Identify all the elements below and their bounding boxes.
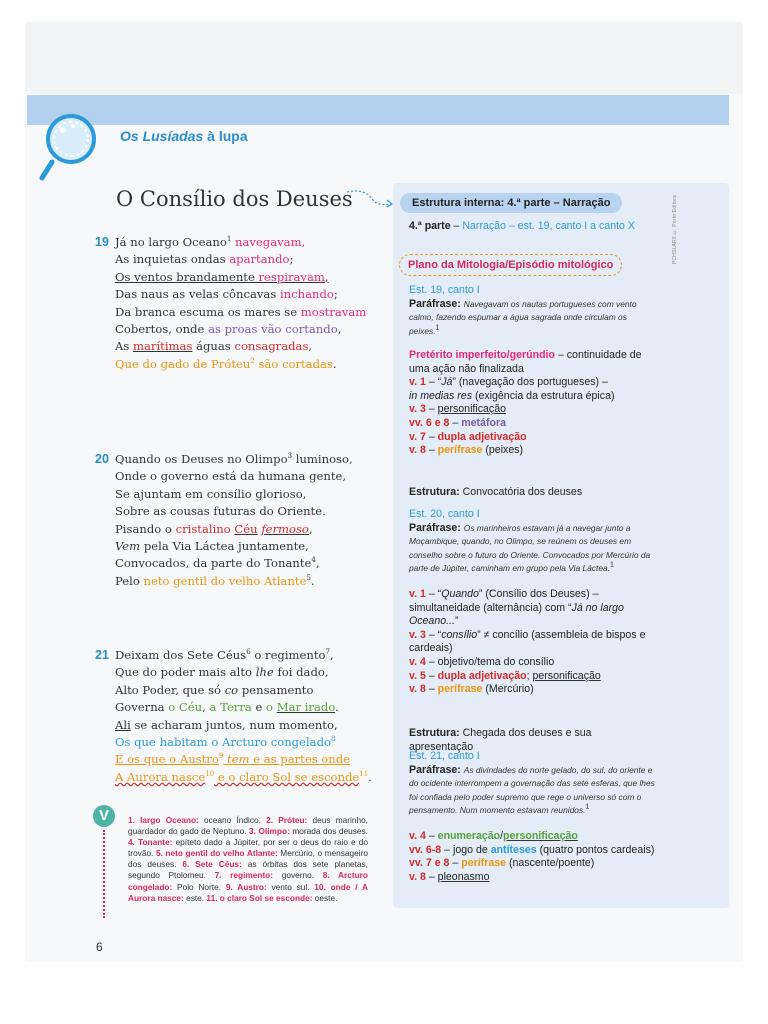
page-number: 6 bbox=[96, 940, 103, 954]
est19-analysis: Pretérito imperfeito/gerúndio – continuidade de uma ação não finalizada v. 1 – “Já” (navegação dos portugueses) – in medias res (exigência da estrutura épica) v. 3 – personificação vv. 6 e 8 – metáfora v. 7 – dupla adjetivação v. 8 – perífrase (peixes) bbox=[409, 349, 642, 457]
vocabulary-notes: 1. largo Oceano: oceano Índico. 2. Próteu: deus marinho, guardador do gado de Neptuno. 3. Olimpo: morada dos deuses. 4. Tonante: epíteto dado a Júpiter, por ser o deus do raio e do trovão. 5. neto gentil do velho Atlante: Mercúrio, o mensageiro dos deuses. 6. Sete Céus: as órbitas dos sete planetas, segundo Ptolomeu. 7. regimento: governo. 8. Arcturo congelado: Polo Norte. 9. Austro: vento sul. 10. onde / A Aurora nasce: este. 11. o claro Sol se esconde: oeste. bbox=[128, 815, 369, 903]
verse-line: Ali se acharam juntos, num momento, bbox=[115, 717, 338, 732]
est19-block: Est. 19, canto I Paráfrase: Navegavam os nautas portugueses com vento calmo, fazendo espumar a água sagrada onde circulam os peixes.$^1$ bbox=[409, 284, 637, 336]
verse-line: Deixam dos Sete Céus$^6$ o regimento$^7$, bbox=[115, 648, 334, 662]
dashed-arrow-icon bbox=[345, 188, 395, 210]
est21-analysis: v. 4 – enumeração/personificação vv. 6-8 – jogo de antíteses (quatro pontos cardeais) vv. 7 e 8 – perífrase (nascente/poente) v. 8 – pleonasmo bbox=[409, 830, 655, 883]
verse-line: Os que habitam o Arcturo congelado$^8$ bbox=[115, 735, 336, 750]
est20-block: Est. 20, canto I Paráfrase: Os marinheiros estavam já a navegar junto a Moçambique, quando, no Olimpo, se reúnem os deuses em conselho sobre o futuro do Oriente. Convocados por Mercúrio da parte de Júpiter, caminham em grupo pela Via Láctea.$^1$ bbox=[409, 508, 651, 574]
verse-line: Os ventos brandamente respiravam, bbox=[115, 269, 329, 284]
verse-line: E os que o Austro$^9$ tem e as partes onde bbox=[115, 752, 351, 767]
header-bar bbox=[27, 95, 729, 125]
dotted-divider bbox=[103, 830, 105, 918]
verse-line: Já no largo Oceano$^1$ navegavam, bbox=[115, 235, 306, 249]
stanza-number: 21 bbox=[95, 648, 109, 662]
verse-line: Pelo neto gentil do velho Atlante$^5$. bbox=[115, 573, 315, 588]
verse-line: Onde o governo está da humana gente, bbox=[115, 469, 347, 484]
verse-line: A Aurora nasce$^{10}$ e o claro Sol se esconde$^{11}$. bbox=[115, 769, 372, 784]
stanza-19 bbox=[95, 234, 366, 373]
estrutura-convocatoria: Estrutura: Convocatória dos deuses bbox=[409, 486, 583, 498]
verse-line: Cobertos, onde as proas vão cortando, bbox=[115, 322, 342, 337]
verse-line: Quando os Deuses no Olimpo$^3$ luminoso, bbox=[115, 452, 353, 466]
stanza-number: 19 bbox=[95, 235, 109, 249]
verse-line: Convocados, da parte do Tonante$^4$, bbox=[115, 556, 320, 571]
plano-label: Plano da Mitologia/Episódio mitológico bbox=[399, 254, 622, 276]
stanza-number: 20 bbox=[95, 452, 109, 466]
verse-line: Alto Poder, que só co pensamento bbox=[115, 682, 314, 697]
verse-line: Vem pela Via Láctea juntamente, bbox=[115, 539, 309, 554]
verse-line: Das naus as velas côncavas inchando; bbox=[115, 287, 338, 302]
verse-line: As marítimas águas consagradas, bbox=[115, 339, 313, 354]
parte-line: 4.ª parte – Narração – est. 19, canto I a canto X bbox=[409, 220, 635, 232]
verse-line: Da branca escuma os mares se mostravam bbox=[115, 304, 367, 319]
verse-line: Governa o Céu, a Terra e o Mar irado. bbox=[115, 700, 339, 715]
top-band bbox=[25, 22, 743, 94]
structure-pill: Estrutura interna: 4.ª parte – Narração bbox=[400, 193, 622, 213]
page-title: O Consílio dos Deuses bbox=[116, 187, 353, 211]
section-title: Os Lusíadas à lupa bbox=[120, 128, 248, 144]
verse-line: Se ajuntam em consílio glorioso, bbox=[115, 486, 307, 501]
magnifier-icon bbox=[38, 112, 100, 182]
verse-line: Sobre as cousas futuras do Oriente. bbox=[115, 504, 326, 519]
verse-line: Pisando o cristalino Céu fermoso, bbox=[115, 521, 313, 536]
stanza-20 bbox=[95, 451, 353, 590]
vocabulary-badge: V bbox=[93, 805, 115, 827]
verse-line: Que do gado de Próteu$^2$ são cortadas. bbox=[115, 356, 337, 371]
est20-analysis: v. 1 – “Quando” (Consílio dos Deuses) – simultaneidade (alternância) com “Já no largo Oceano...” v. 3 – “consílio” ≠ concílio (assembleia de bispos e cardeais) v. 4 – objetivo/tema do consílio v. 5 – dupla adjetivação; personificação v. 8 – perífrase (Mercúrio) bbox=[409, 588, 646, 696]
estrutura-chegada: Estrutura: Chegada dos deuses e sua apresentação bbox=[409, 727, 592, 753]
verse-line: Que do poder mais alto lhe foi dado, bbox=[115, 665, 329, 680]
est21-block: Est. 21, canto I Paráfrase: As divindades do norte gelado, do sul, do oriente e do ocidente interrompem a governação das sete esferas, que lhes foi confiada pelo poder supremo que rege o universo só com o pensamento. Num momento estavam reunidos.$^1$ bbox=[409, 750, 655, 816]
verse-line: As inquietas ondas apartando; bbox=[115, 252, 294, 267]
stanza-21 bbox=[95, 647, 372, 786]
side-credit: PCHSLAR8 © Porto Editora bbox=[672, 195, 678, 265]
